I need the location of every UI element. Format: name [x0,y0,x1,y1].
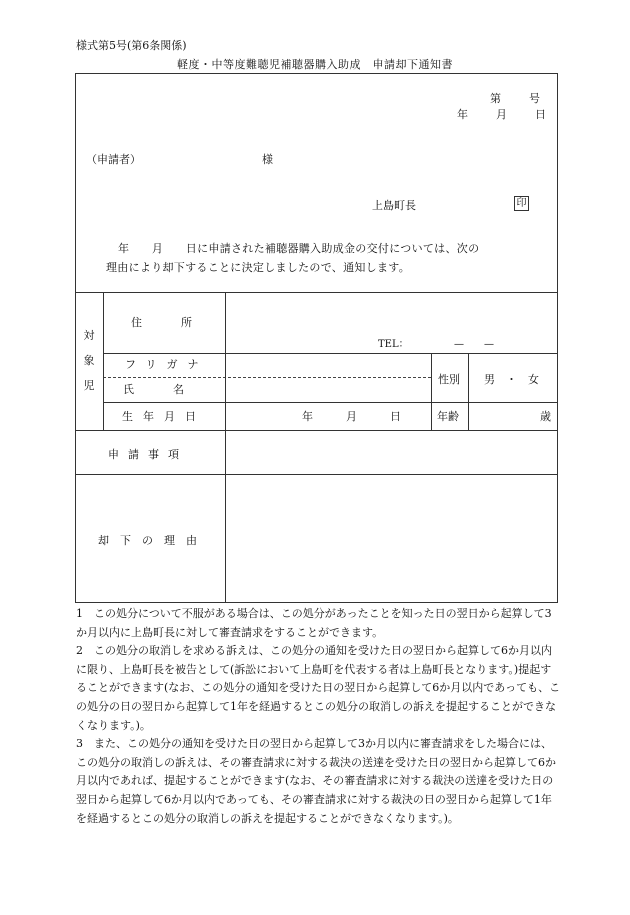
tel-label: TEL： [378,339,409,350]
form-number: 様式第5号(第6条関係) [76,39,187,52]
note-item: 1 この処分について不服がある場合は、この処分があったことを知った日の翌日から起算して3か月以内に上島町長に対して審査請求をすることができます。 [76,607,552,639]
seal-stamp: 印 [514,196,529,211]
subject-char-1: 対 [83,329,95,342]
label-column-divider [225,292,226,602]
subject-char-2: 象 [83,354,95,367]
document-number-label: 第 号 [490,92,542,105]
furigana-dashed-line [103,377,431,378]
address-label: 住 所 [131,316,206,329]
furigana-label: フリガナ [125,358,209,371]
note-item: 2 この処分の取消しを求める訴えは、この処分の通知を受けた日の翌日から起算して6か月以内に限り、上島町長を被告として(訴訟において上島町を代表する者は上島町長となります。)提起することができます(なお、この処分の通知を受けた日の翌日から起算して6か月以内であっても、この処分の日の翌日から起算して1年を経過するとこの処分の取消しの訴えを提起することができなくなります。)。 [76,644,561,732]
name-label: 氏 名 [123,383,198,396]
note-item: 3 また、この処分の通知を受けた日の翌日から起算して3か月以内に審査請求をした場合には、この処分の取消しの訴えは、その審査請求に対する裁決の送達を受けた日の翌日から起算して6か月以内であれば、提起することができます(なお、その審査請求に対する裁決の送達を受けた日の翌日から起算して6か月以内であっても、その審査請求に対する裁決の日の翌日から起算して1年を経過するとこの処分の取消しの訴えを提起することができなくなります。)。 [76,737,556,825]
gender-label: 性別 [438,373,460,386]
birthdate-value: 年 月 日 [302,410,401,423]
issuer-name: 上島町長 [372,199,416,212]
request-items-label: 申請事項 [108,448,188,461]
birthdate-label: 生年月日 [122,410,206,423]
gender-options: 男 ・ 女 [484,373,539,386]
notice-body-line1: 年 月 日に申請された補聴器購入助成金の交付については、次の [118,242,480,255]
honorific-sama: 様 [262,153,273,166]
divider-name [103,402,557,403]
legal-notes [76,605,561,828]
notice-body-line2: 理由により却下することに決定しましたので、通知します。 [106,261,410,274]
rejection-reason-label: 却下の理由 [98,534,208,547]
divider-address [103,353,557,354]
issue-date-label: 年 月 日 [457,108,548,121]
form-frame [75,73,558,603]
subject-column-divider [103,292,104,430]
divider-birthdate [76,430,557,431]
divider-top-section [76,292,557,293]
tel-dashes: — — [454,339,494,350]
subject-char-3: 児 [83,379,95,392]
document-title: 軽度・中等度難聴児補聴器購入助成 申請却下通知書 [177,58,453,71]
subject-child-label [82,323,96,398]
age-unit: 歳 [540,410,551,423]
gender-age-value-divider [468,353,469,430]
gender-age-divider [431,353,432,430]
age-label: 年齢 [437,410,459,423]
divider-request [76,474,557,475]
applicant-label: （申請者） [86,153,141,166]
